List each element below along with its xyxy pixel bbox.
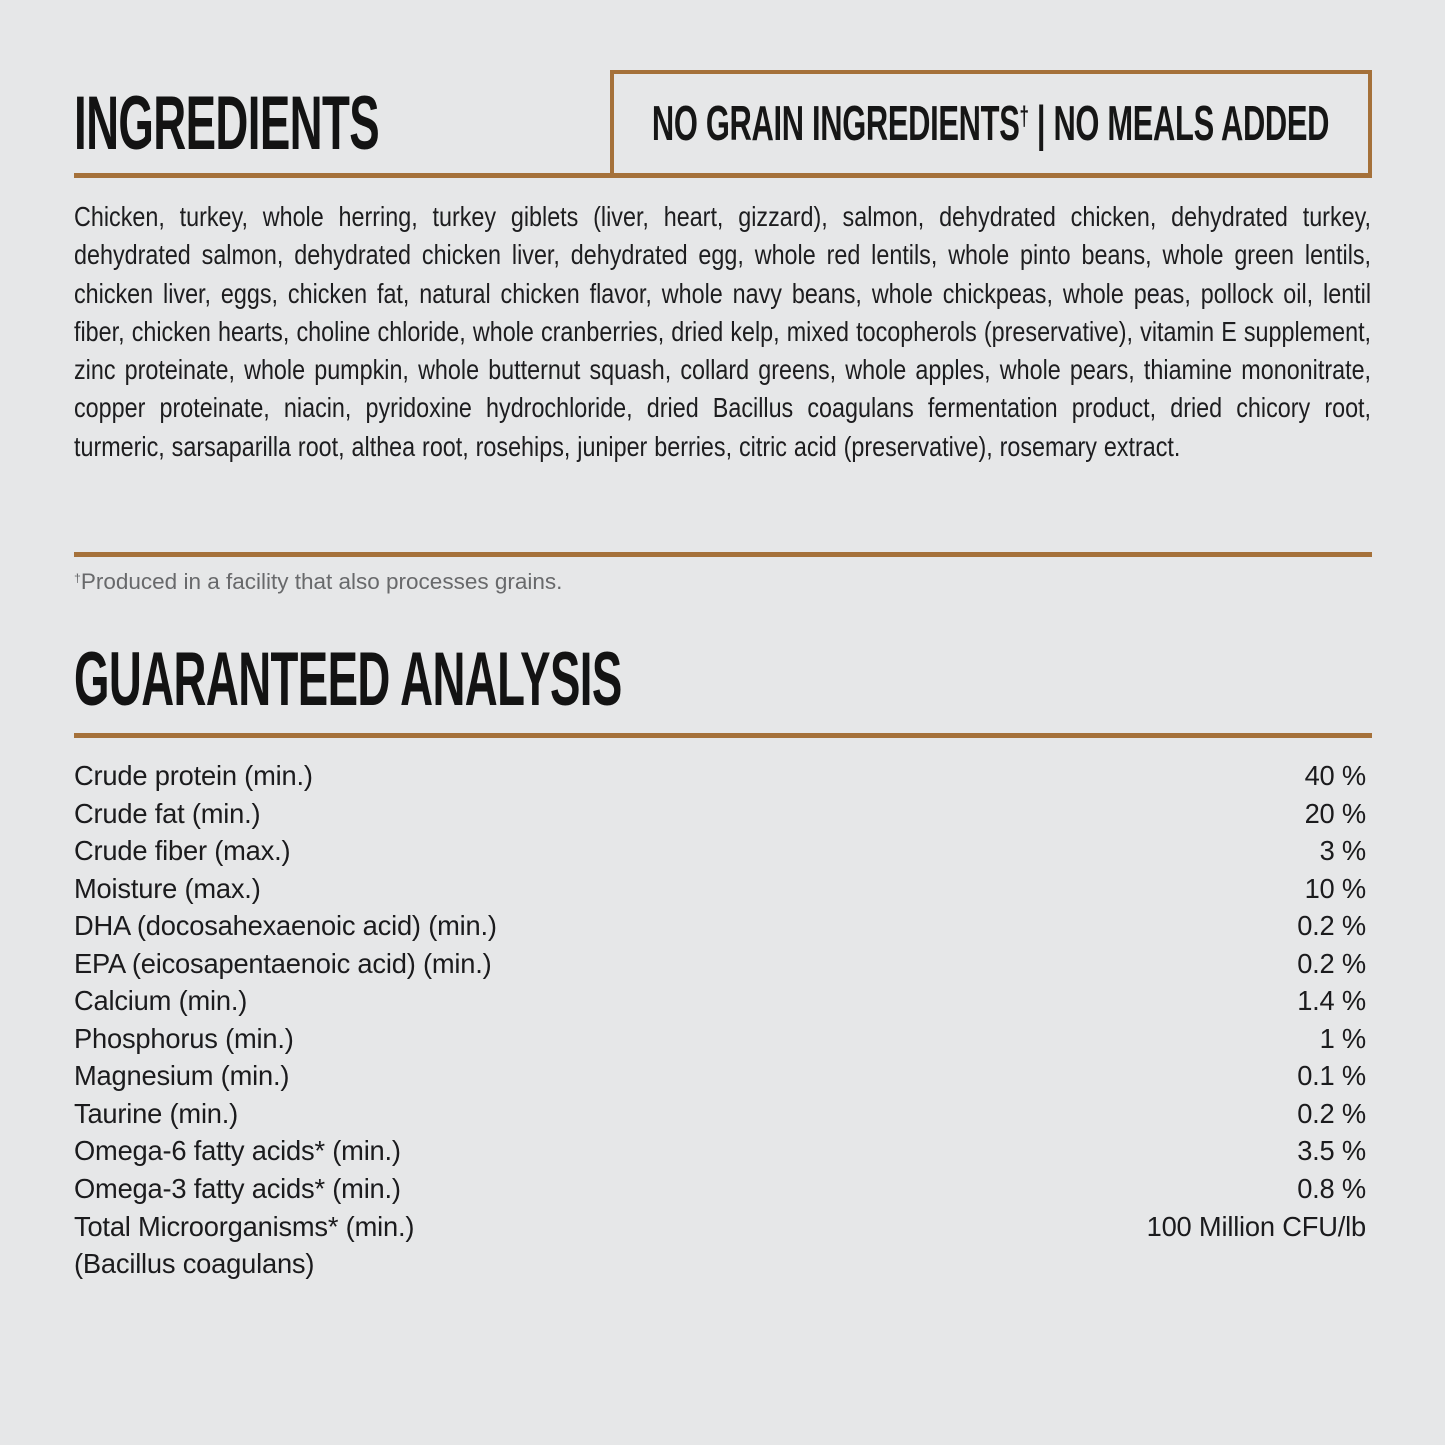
- row-value: 100 Million CFU/lb: [1146, 1210, 1366, 1242]
- table-row: [74, 982, 1372, 1020]
- table-row: [74, 1170, 1372, 1208]
- row-label: Crude fiber (max.): [74, 835, 291, 867]
- row-value: 20 %: [1304, 797, 1366, 829]
- table-row: [74, 1095, 1372, 1133]
- ingredients-title: INGREDIENTS: [74, 81, 380, 166]
- badge-text-before-dagger: NO GRAIN INGREDIENTS: [652, 96, 1020, 151]
- row-value: 0.2 %: [1297, 1097, 1366, 1129]
- grain-facility-footnote: [74, 568, 562, 599]
- table-row: [74, 1132, 1372, 1170]
- row-label: Magnesium (min.): [74, 1060, 290, 1092]
- row-value: 0.2 %: [1297, 947, 1366, 979]
- row-label: Moisture (max.): [74, 872, 261, 904]
- table-row: [74, 1245, 1372, 1283]
- guaranteed-analysis-title: GUARANTEED ANALYSIS: [74, 637, 622, 722]
- no-grain-badge-text: [652, 96, 1329, 152]
- footnote-text: Produced in a facility that also processes grains.: [80, 569, 563, 594]
- row-value: 3.5 %: [1297, 1135, 1366, 1167]
- row-label: Total Microorganisms* (min.): [74, 1210, 415, 1242]
- ingredients-header-divider: [74, 173, 1372, 178]
- table-row: [74, 870, 1372, 908]
- row-label: Phosphorus (min.): [74, 1022, 294, 1054]
- row-label: Taurine (min.): [74, 1097, 239, 1129]
- table-row: [74, 1057, 1372, 1095]
- row-value: 0.2 %: [1297, 910, 1366, 942]
- row-value: 0.8 %: [1297, 1173, 1366, 1205]
- footnote-divider: [74, 552, 1372, 557]
- row-label: Calcium (min.): [74, 985, 248, 1017]
- row-label: Crude protein (min.): [74, 760, 313, 791]
- row-value: 1.4 %: [1297, 985, 1366, 1017]
- row-value: 1 %: [1319, 1022, 1366, 1054]
- row-label: DHA (docosahexaenoic acid) (min.): [74, 910, 497, 942]
- table-row: [74, 795, 1372, 833]
- row-label: EPA (eicosapentaenoic acid) (min.): [74, 947, 492, 979]
- table-row: [74, 757, 1372, 795]
- table-row: [74, 945, 1372, 983]
- table-row: [74, 832, 1372, 870]
- ingredients-paragraph: Chicken, turkey, whole herring, turkey giblets (liver, heart, gizzard), salmon, dehydrated chicken, dehydrated turkey, dehydrated salmon, dehydrated chicken liver, dehydrated egg, whole red lentils, whole pinto beans, whole green lentils, chicken liver, eggs, chicken fat, natural chicken flavor, whole navy beans, whole chickpeas, whole peas, pollock oil, lentil fiber, chicken hearts, choline chloride, whole cranberries, dried kelp, mixed tocopherols (preservative), vitamin E supplement, zinc proteinate, whole pumpkin, whole butternut squash, collard greens, whole apples, whole pears, thiamine mononitrate, copper proteinate, niacin, pyridoxine hydrochloride, dried Bacillus coagulans fermentation product, dried chicory root, turmeric, sarsaparilla root, althea root, rosehips, juniper berries, citric acid (preservative), rosemary extract.: [74, 201, 1372, 462]
- row-value: 10 %: [1304, 872, 1366, 904]
- row-label: (Bacillus coagulans): [74, 1248, 315, 1280]
- guaranteed-analysis-table: [74, 757, 1372, 1283]
- footnote-dagger-mark: †: [74, 571, 81, 586]
- analysis-header-divider: [74, 733, 1372, 738]
- table-row: [74, 1208, 1372, 1246]
- row-value: 40 %: [1304, 760, 1366, 791]
- table-row: [74, 907, 1372, 945]
- row-label: Crude fat (min.): [74, 797, 261, 829]
- table-row: [74, 1020, 1372, 1058]
- no-grain-badge: [610, 70, 1372, 177]
- row-value: 3 %: [1319, 835, 1366, 867]
- row-label: Omega-3 fatty acids* (min.): [74, 1173, 401, 1205]
- row-label: Omega-6 fatty acids* (min.): [74, 1135, 401, 1167]
- row-value: 0.1 %: [1297, 1060, 1366, 1092]
- badge-text-after-dagger: | NO MEALS ADDED: [1029, 96, 1330, 151]
- badge-dagger-mark: †: [1019, 100, 1030, 131]
